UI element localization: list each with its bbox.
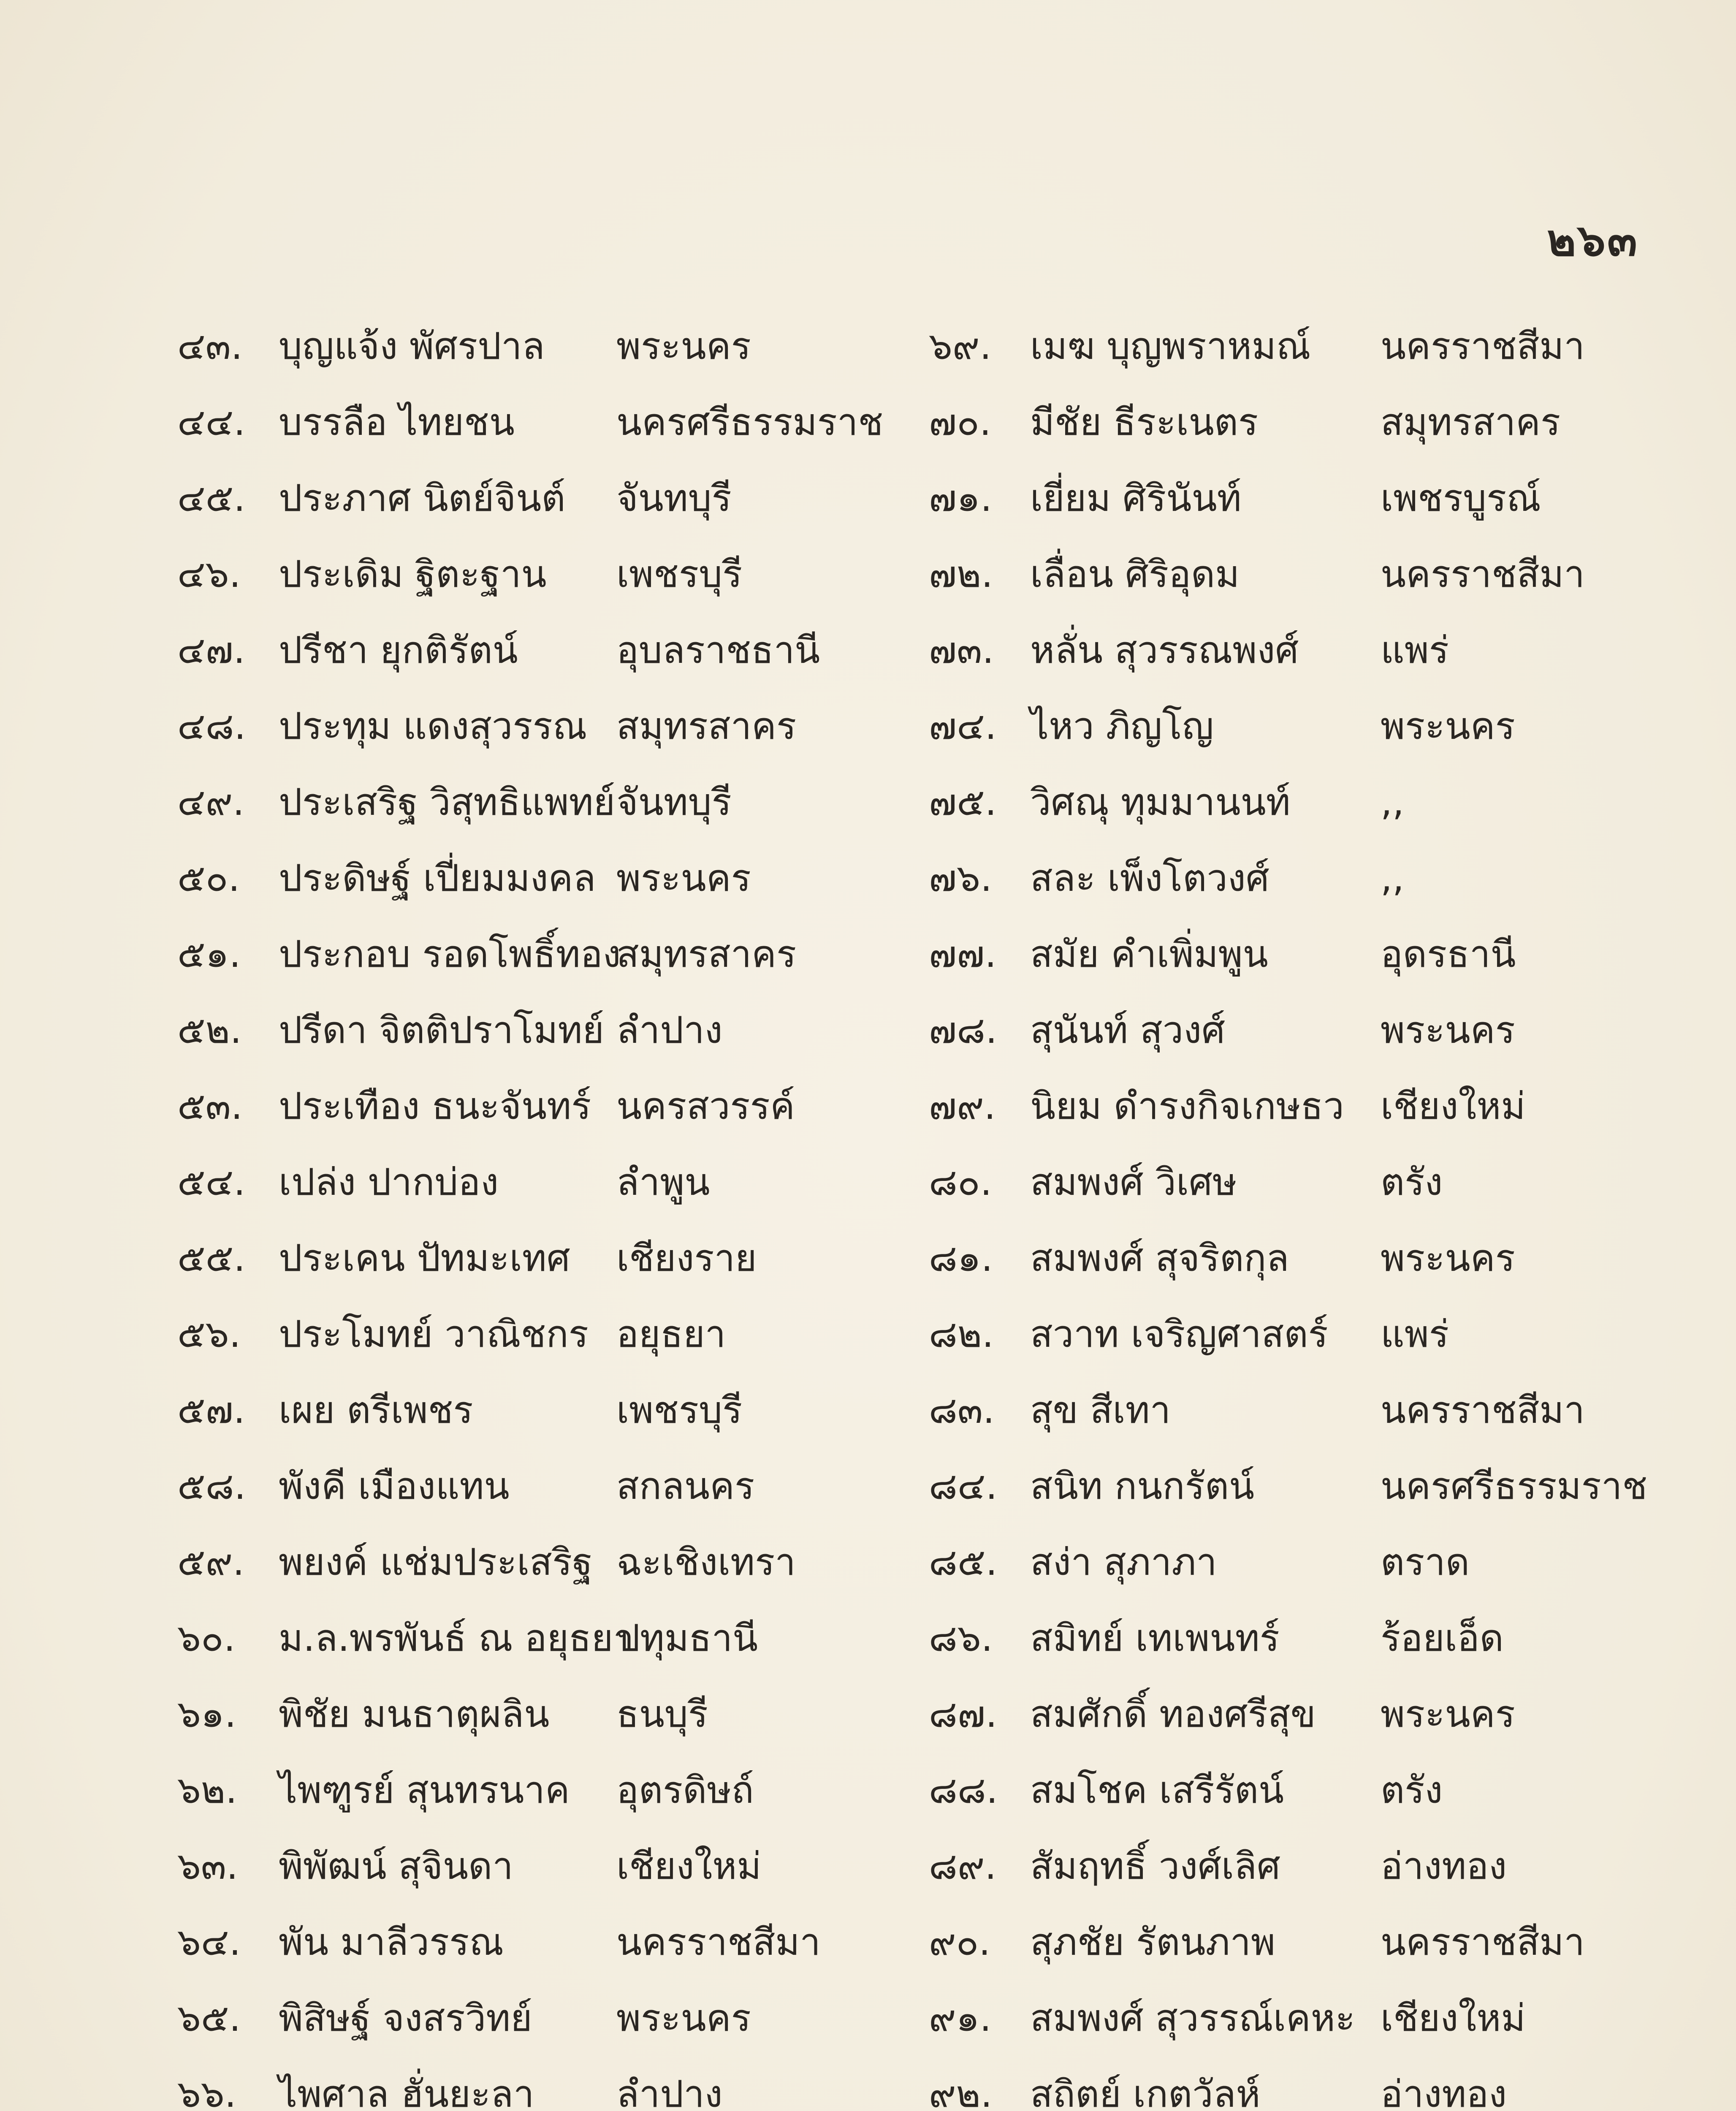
person-name: หลั่น สุวรรณพงศ์ (1030, 628, 1299, 672)
person-name: สมพงศ์ สุจริตกุล (1030, 1236, 1289, 1280)
person-name: เลื่อน ศิริอุดม (1030, 552, 1240, 596)
list-item (929, 308, 1689, 384)
province-name: พระนคร (1381, 704, 1515, 748)
person-name: พังคี เมืองแทน (279, 1464, 510, 1508)
person-name: มีชัย ธีระเนตร (1030, 400, 1259, 444)
list-item (929, 1296, 1689, 1372)
item-number: ๙๐. (929, 1920, 991, 1964)
person-name: ประเทือง ธนะจันทร์ (279, 1084, 591, 1128)
person-name: สนิท กนกรัตน์ (1030, 1464, 1255, 1508)
list-item (177, 840, 916, 916)
list-item (929, 1144, 1689, 1220)
province-name: จันทบุรี (616, 476, 732, 520)
person-name: ปรีดา จิตติปราโมทย์ (279, 1008, 604, 1052)
province-name: สมุทรสาคร (616, 704, 797, 748)
item-number: ๕๖. (177, 1312, 241, 1356)
page-number: ๒๖๓ (1547, 214, 1639, 266)
person-name: ประกอบ รอดโพธิ์ทอง (279, 932, 621, 976)
list-item (929, 1904, 1689, 1980)
person-name: ประภาศ นิตย์จินต์ (279, 476, 566, 520)
item-number: ๗๕. (929, 780, 997, 824)
province-name: นครราชสีมา (1381, 1388, 1585, 1432)
province-name: นครราชสีมา (1381, 324, 1585, 368)
person-name: ไพฑูรย์ สุนทรนาค (279, 1768, 570, 1812)
item-number: ๖๓. (177, 1844, 238, 1888)
item-number: ๘๔. (929, 1464, 998, 1508)
list-item (929, 1372, 1689, 1448)
list-item (177, 1600, 916, 1676)
person-name: พยงค์ แช่มประเสริฐ (279, 1540, 593, 1584)
person-name: เผย ตรีเพชร (279, 1388, 473, 1432)
item-number: ๘๘. (929, 1768, 998, 1812)
list-item (929, 916, 1689, 992)
person-name: ประดิษฐ์ เปี่ยมมงคล (279, 856, 596, 900)
person-name: ไพศาล ฮั่นยะลา (279, 2072, 534, 2111)
list-item (929, 992, 1689, 1068)
province-name: นครราชสีมา (1381, 1920, 1585, 1964)
item-number: ๔๔. (177, 400, 246, 444)
person-name: บุญแจ้ง พัศรปาล (279, 324, 545, 368)
list-item (177, 688, 916, 764)
person-name: เปล่ง ปากบ่อง (279, 1160, 499, 1204)
person-name: ประทุม แดงสุวรรณ (279, 704, 587, 748)
person-name: พิพัฒน์ สุจินดา (279, 1844, 513, 1888)
list-item (177, 1296, 916, 1372)
person-name: ประเคน ปัทมะเทศ (279, 1236, 570, 1280)
province-name: ฉะเชิงเทรา (616, 1540, 796, 1584)
item-number: ๗๖. (929, 856, 993, 900)
person-name: ประเสริฐ วิสุทธิแพทย์ (279, 780, 616, 824)
person-name: นิยม ดำรงกิจเกษธว (1030, 1084, 1344, 1128)
item-number: ๗๗. (929, 932, 997, 976)
item-number: ๖๙. (929, 324, 992, 368)
province-name: อุดรธานี (1381, 932, 1516, 976)
list-item (929, 1676, 1689, 1752)
list-item (929, 1752, 1689, 1828)
province-name: จันทบุรี (616, 780, 732, 824)
list-item (929, 612, 1689, 688)
list-item (929, 1980, 1689, 2056)
province-name: ลำพูน (616, 1160, 710, 1204)
province-name: ,, (1381, 780, 1404, 824)
list-item (177, 384, 916, 460)
item-number: ๘๐. (929, 1160, 992, 1204)
item-number: ๖๑. (177, 1692, 236, 1736)
person-name: สมิทย์ เทเพนทร์ (1030, 1616, 1280, 1660)
list-item (177, 1448, 916, 1524)
person-name: เยี่ยม ศิรินันท์ (1030, 476, 1242, 520)
list-item (177, 1828, 916, 1904)
item-number: ๘๙. (929, 1844, 997, 1888)
province-name: แพร่ (1381, 1312, 1449, 1356)
list-item (177, 612, 916, 688)
person-name: สถิตย์ เกตวัลห์ (1030, 2072, 1261, 2111)
list-item (929, 384, 1689, 460)
item-number: ๖๐. (177, 1616, 236, 1660)
province-name: อุบลราชธานี (616, 628, 820, 672)
list-item (177, 460, 916, 536)
item-number: ๙๑. (929, 1996, 992, 2040)
list-item (177, 1676, 916, 1752)
item-number: ๔๗. (177, 628, 245, 672)
item-number: ๘๒. (929, 1312, 994, 1356)
item-number: ๕๕. (177, 1236, 246, 1280)
province-name: ตรัง (1381, 1160, 1443, 1204)
province-name: ,, (1381, 856, 1404, 900)
person-name: ไหว ภิญโญ (1030, 704, 1214, 748)
person-name: สมัย คำเพิ่มพูน (1030, 932, 1268, 976)
province-name: สมุทรสาคร (616, 932, 797, 976)
list-item (929, 460, 1689, 536)
person-name: สุภชัย รัตนภาพ (1030, 1920, 1275, 1964)
item-number: ๖๖. (177, 2072, 236, 2111)
province-name: นครราชสีมา (1381, 552, 1585, 596)
item-number: ๗๔. (929, 704, 997, 748)
person-name: สละ เพ็งโตวงศ์ (1030, 856, 1269, 900)
person-name: สุข สีเทา (1030, 1388, 1171, 1432)
person-name: เมฆ บุญพราหมณ์ (1030, 324, 1311, 368)
province-name: พระนคร (1381, 1692, 1515, 1736)
list-item (929, 2056, 1689, 2111)
list-item (177, 992, 916, 1068)
item-number: ๖๒. (177, 1768, 237, 1812)
province-name: พระนคร (616, 324, 751, 368)
province-name: อ่างทอง (1381, 2072, 1507, 2111)
item-number: ๖๕. (177, 1996, 241, 2040)
item-number: ๘๗. (929, 1692, 998, 1736)
item-number: ๔๓. (177, 324, 243, 368)
province-name: ลำปาง (616, 2072, 723, 2111)
list-item (929, 1068, 1689, 1144)
list-item (177, 916, 916, 992)
list-item (177, 1524, 916, 1600)
province-name: พระนคร (1381, 1008, 1515, 1052)
person-name: บรรลือ ไทยชน (279, 400, 515, 444)
item-number: ๔๕. (177, 476, 246, 520)
left-column (177, 308, 916, 2111)
person-name: ประโมทย์ วาณิชกร (279, 1312, 589, 1356)
item-number: ๗๘. (929, 1008, 998, 1052)
province-name: แพร่ (1381, 628, 1449, 672)
item-number: ๗๒. (929, 552, 993, 596)
province-name: นครสวรรค์ (616, 1084, 795, 1128)
province-name: เพชรบุรี (616, 1388, 743, 1432)
person-name: สัมฤทธิ์ วงศ์เลิศ (1030, 1844, 1280, 1888)
item-number: ๕๐. (177, 856, 240, 900)
list-item (929, 1524, 1689, 1600)
list-item (177, 1372, 916, 1448)
item-number: ๕๗. (177, 1388, 245, 1432)
list-item (177, 1144, 916, 1220)
province-name: เพชรบุรี (616, 552, 743, 596)
province-name: ธนบุรี (616, 1692, 708, 1736)
province-name: สมุทรสาคร (1381, 400, 1561, 444)
person-name: พิชัย มนธาตุผลิน (279, 1692, 550, 1736)
province-name: อุตรดิษถ์ (616, 1768, 754, 1812)
person-name: พิสิษฐ์ จงสรวิทย์ (279, 1996, 532, 2040)
province-name: พระนคร (1381, 1236, 1515, 1280)
province-name: เชียงใหม่ (1381, 1084, 1526, 1128)
item-number: ๘๕. (929, 1540, 998, 1584)
province-name: ลำปาง (616, 1008, 723, 1052)
list-item (929, 840, 1689, 916)
person-name: สุนันท์ สุวงศ์ (1030, 1008, 1225, 1052)
item-number: ๗๐. (929, 400, 991, 444)
list-item (177, 1220, 916, 1296)
list-item (177, 1752, 916, 1828)
person-name: สง่า สุภาภา (1030, 1540, 1217, 1584)
province-name: ปทุมธานี (616, 1616, 758, 1660)
item-number: ๕๙. (177, 1540, 245, 1584)
item-number: ๕๘. (177, 1464, 246, 1508)
item-number: ๖๔. (177, 1920, 241, 1964)
list-item (177, 1980, 916, 2056)
list-item (929, 688, 1689, 764)
list-item (929, 1220, 1689, 1296)
item-number: ๕๓. (177, 1084, 243, 1128)
list-item (177, 2056, 916, 2111)
item-number: ๗๓. (929, 628, 994, 672)
person-name: วิศณุ ทุมมานนท์ (1030, 780, 1291, 824)
item-number: ๘๑. (929, 1236, 993, 1280)
list-item (177, 1904, 916, 1980)
province-name: อ่างทอง (1381, 1844, 1507, 1888)
list-item (177, 764, 916, 840)
province-name: สกลนคร (616, 1464, 755, 1508)
list-item (929, 764, 1689, 840)
item-number: ๔๙. (177, 780, 245, 824)
person-name: พัน มาลีวรรณ (279, 1920, 504, 1964)
item-number: ๗๙. (929, 1084, 996, 1128)
province-name: ตรัง (1381, 1768, 1443, 1812)
province-name: เชียงใหม่ (616, 1844, 762, 1888)
province-name: นครศรีธรรมราช (1381, 1464, 1648, 1508)
list-item (929, 1448, 1689, 1524)
list-item (929, 1828, 1689, 1904)
person-name: สมศักดิ์ ทองศรีสุข (1030, 1692, 1316, 1736)
person-name: ม.ล.พรพันธ์ ณ อยุธยา (279, 1616, 634, 1660)
person-name: สมโชค เสรีรัตน์ (1030, 1768, 1284, 1812)
province-name: เชียงราย (616, 1236, 757, 1280)
province-name: พระนคร (616, 1996, 751, 2040)
item-number: ๔๖. (177, 552, 241, 596)
person-name: สมพงศ์ วิเศษ (1030, 1160, 1237, 1204)
province-name: เชียงใหม่ (1381, 1996, 1526, 2040)
person-name: สมพงศ์ สุวรรณ์เคหะ (1030, 1996, 1356, 2040)
item-number: ๙๒. (929, 2072, 993, 2111)
item-number: ๗๑. (929, 476, 993, 520)
province-name: นครศรีธรรมราช (616, 400, 884, 444)
list-item (929, 536, 1689, 612)
province-name: ร้อยเอ็ด (1381, 1616, 1504, 1660)
province-name: อยุธยา (616, 1312, 726, 1356)
item-number: ๕๒. (177, 1008, 242, 1052)
person-name: ปรีชา ยุกติรัตน์ (279, 628, 518, 672)
list-item (177, 536, 916, 612)
person-name: สวาท เจริญศาสตร์ (1030, 1312, 1328, 1356)
province-name: นครราชสีมา (616, 1920, 821, 1964)
item-number: ๔๘. (177, 704, 246, 748)
item-number: ๘๓. (929, 1388, 995, 1432)
person-name: ประเดิม ฐิตะฐาน (279, 552, 547, 596)
list-item (929, 1600, 1689, 1676)
list-item (177, 308, 916, 384)
list-item (177, 1068, 916, 1144)
item-number: ๘๖. (929, 1616, 993, 1660)
province-name: พระนคร (616, 856, 751, 900)
province-name: เพชรบูรณ์ (1381, 476, 1541, 520)
item-number: ๕๑. (177, 932, 241, 976)
province-name: ตราด (1381, 1540, 1470, 1584)
right-column (929, 308, 1689, 2111)
item-number: ๕๔. (177, 1160, 246, 1204)
